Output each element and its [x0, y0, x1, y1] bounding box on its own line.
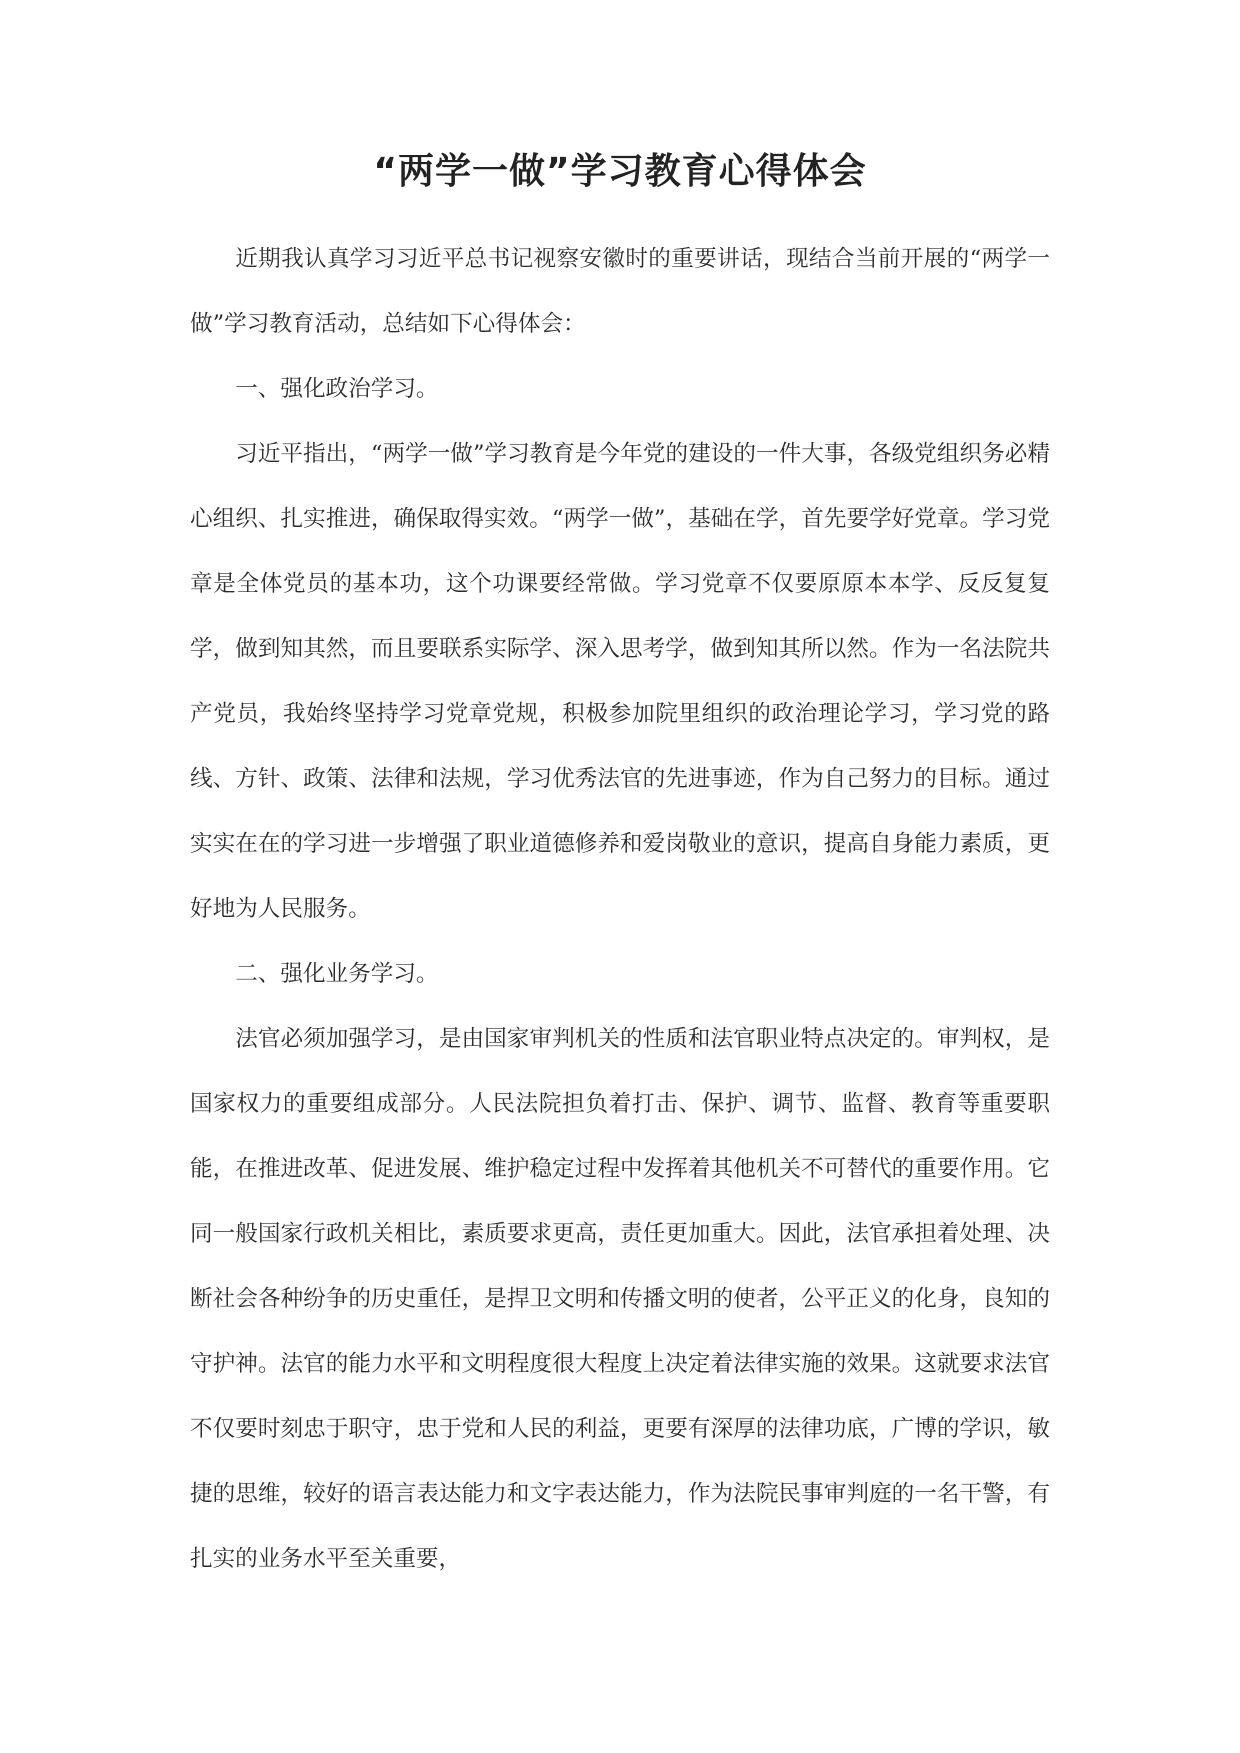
section-heading-professional-study: 二、强化业务学习。	[235, 961, 439, 987]
document-title: “两学一做”学习教育心得体会	[373, 151, 867, 192]
paragraph-intro: 近期我认真学习习近平总书记视察安徽时的重要讲话，现结合当前开展的“两学一做”学习教育活动，总结如下心得体会：	[190, 246, 1050, 337]
paragraph-political-study: 习近平指出，“两学一做”学习教育是今年党的建设的一件大事，各级党组织务必精心组织、扎实推进，确保取得实效。“两学一做”，基础在学，首先要学好党章。学习党章是全体党员的基本功，这个功课要经常做。学习党章不仅要原原本本学、反反复复学，做到知其然，而且要联系实际学、深入思考学，做到知其所以然。作为一名法院共产党员，我始终坚持学习党章党规，积极参加院里组织的政治理论学习，学习党的路线、方针、政策、法律和法规，学习优秀法官的先进事迹，作为自己努力的目标。通过实实在在的学习进一步增强了职业道德修养和爱岗敬业的意识，提高自身能力素质，更好地为人民服务。	[190, 441, 1050, 922]
section-heading-political-study: 一、强化政治学习。	[235, 376, 439, 402]
document-body	[190, 227, 1050, 1592]
paragraph-professional-study: 法官必须加强学习，是由国家审判机关的性质和法官职业特点决定的。审判权，是国家权力的重要组成部分。人民法院担负着打击、保护、调节、监督、教育等重要职能，在推进改革、促进发展、维护稳定过程中发挥着其他机关不可替代的重要作用。它同一般国家行政机关相比，素质要求更高，责任更加重大。因此，法官承担着处理、决断社会各种纷争的历史重任，是捍卫文明和传播文明的使者，公平正义的化身，良知的守护神。法官的能力水平和文明程度很大程度上决定着法律实施的效果。这就要求法官不仅要时刻忠于职守，忠于党和人民的利益，更要有深厚的法律功底，广博的学识，敏捷的思维，较好的语言表达能力和文字表达能力，作为法院民事审判庭的一名干警，有扎实的业务水平至关重要，	[190, 1026, 1050, 1572]
